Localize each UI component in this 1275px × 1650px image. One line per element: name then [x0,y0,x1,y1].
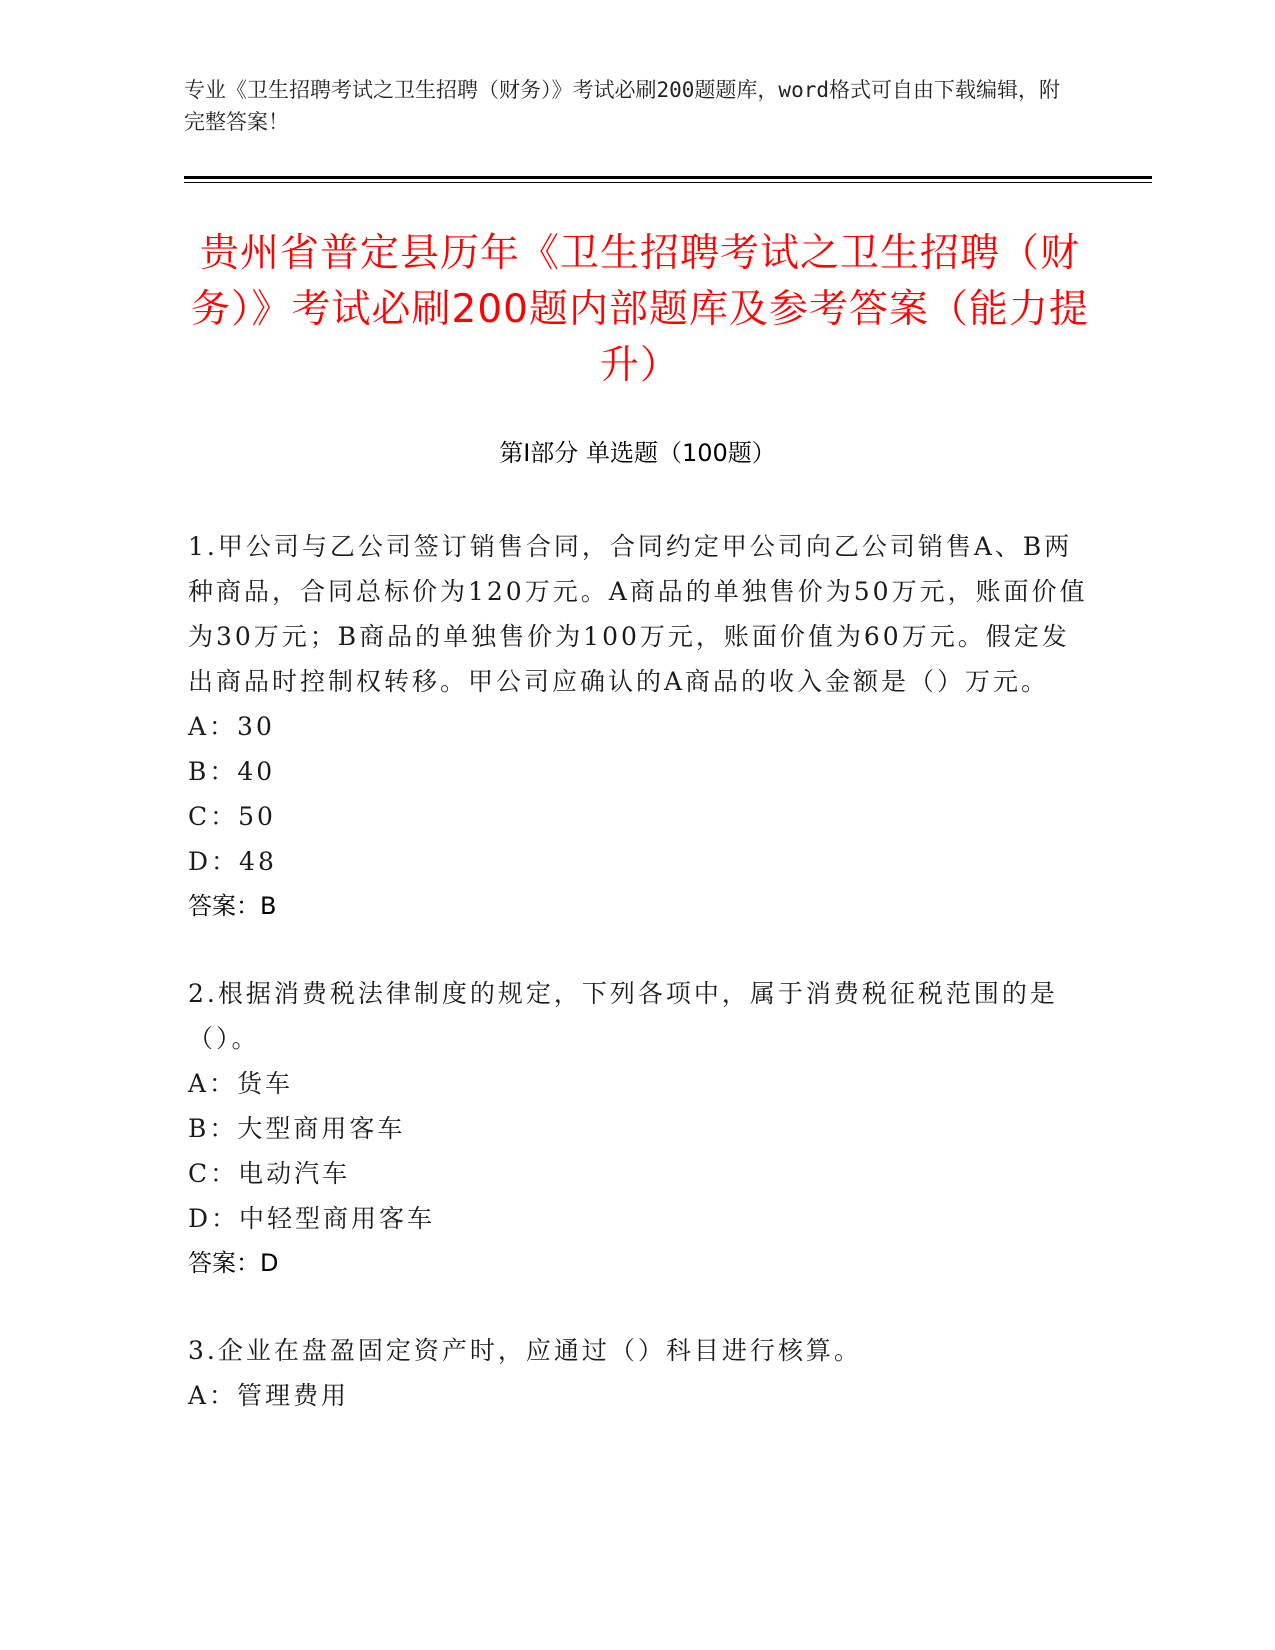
question-spacer [188,929,1088,971]
answer: 答案：D [188,1249,279,1277]
question-3 [188,1328,1088,1418]
option-d: D：中轻型商用客车 [188,1204,436,1233]
question-stem: 2.根据消费税法律制度的规定，下列各项中，属于消费税征税范围的是（）。 [188,979,1058,1053]
option-a: A：30 [188,712,275,741]
question-stem: 3.企业在盘盈固定资产时，应通过（）科目进行核算。 [188,1336,862,1365]
question-1 [188,524,1088,929]
section-title: 第I部分 单选题（100题） [499,439,776,467]
header-rule-thin [184,182,1152,183]
option-c: C：电动汽车 [188,1159,351,1188]
question-list [188,524,1088,1418]
question-2 [188,971,1088,1286]
option-c: C：50 [188,802,276,831]
option-a: A：货车 [188,1069,294,1098]
option-d: D：48 [188,847,277,876]
question-spacer [188,1286,1088,1328]
header-rule-thick [184,176,1152,179]
answer: 答案：B [188,892,277,920]
option-b: B：40 [188,757,276,786]
question-stem: 1.甲公司与乙公司签订销售合同，合同约定甲公司向乙公司销售A、B两种商品，合同总标价为120万元。A商品的单独售价为50万元，账面价值为30万元；B商品的单独售价为100万元，账面价值为60万元。假定发出商品时控制权转移。甲公司应确认的A商品的收入金额是（）万元。 [188,532,1088,696]
option-b: B：大型商用客车 [188,1114,406,1143]
option-a: A：管理费用 [188,1381,350,1410]
document-title: 贵州省普定县历年《卫生招聘考试之卫生招聘（财务）》考试必刷200题内部题库及参考答案（能力提升） [191,231,1089,388]
header-note: 专业《卫生招聘考试之卫生招聘（财务）》考试必刷200题题库，word格式可自由下载编辑，附完整答案！ [184,78,1060,134]
